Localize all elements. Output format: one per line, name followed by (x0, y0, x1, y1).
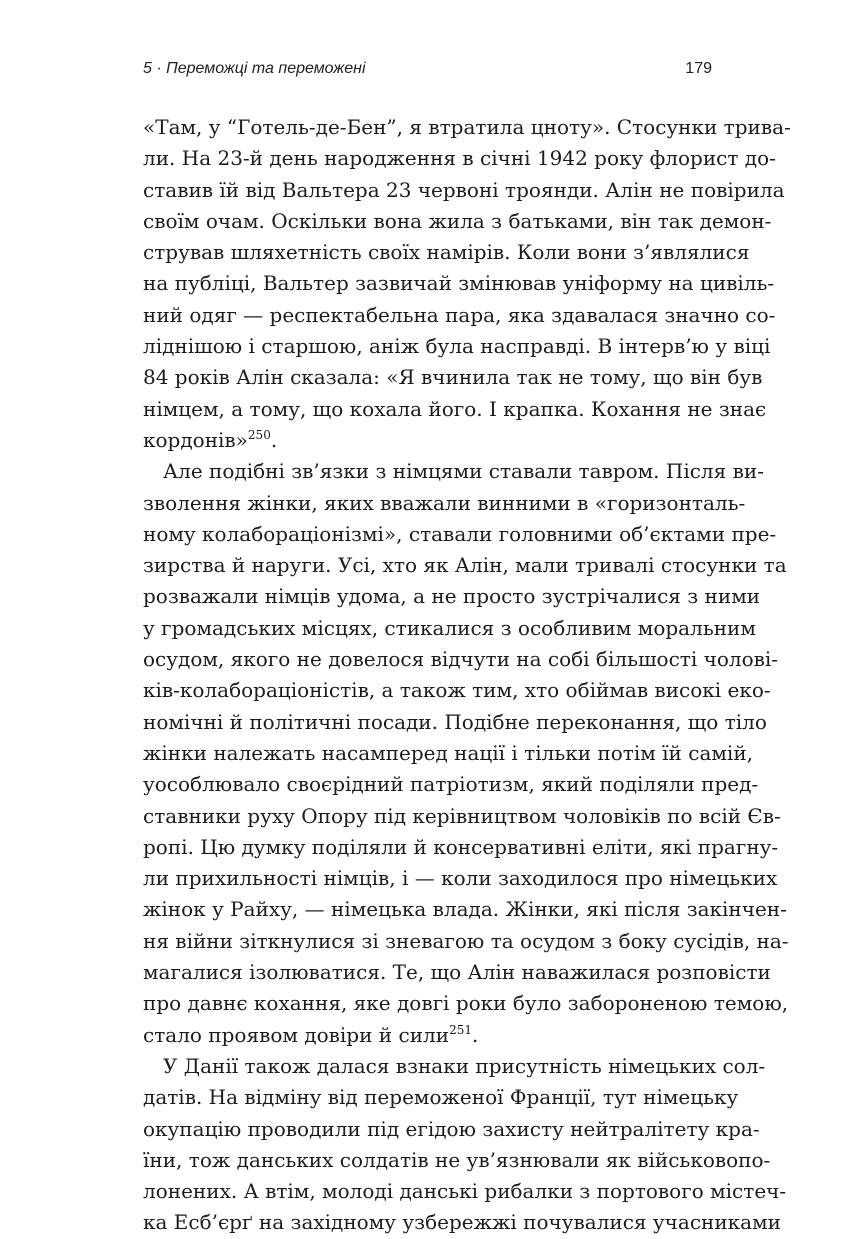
body-text (143, 112, 791, 1239)
line-text: зволення жінки, яких вважали винними в «горизонталь- (143, 490, 746, 515)
line-text: Але подібні зв’язки з німцями ставали тавром. Після ви- (163, 459, 764, 484)
text-line (143, 1082, 739, 1113)
line-text: лонених. А втім, молоді данські рибалки з портового містеч- (143, 1179, 787, 1204)
text-line (143, 1145, 771, 1176)
line-text: 84 років Алін сказала: «Я вчинила так не тому, що він був (143, 365, 763, 390)
text-line (143, 1114, 760, 1145)
text-line (143, 1207, 781, 1238)
text-line (143, 112, 791, 143)
punctuation: . (471, 1022, 479, 1047)
line-text: стало проявом довіри й сили (143, 1022, 450, 1047)
text-line (143, 362, 763, 393)
line-text: ному колабораціонізмі», ставали головними об’єктами пре- (143, 521, 777, 546)
line-text: жінки належать насамперед нації і тільки потім їй самій, (143, 740, 754, 765)
line-text: стрував шляхетність своїх намірів. Коли вони з’являлися (143, 240, 750, 265)
text-line (143, 519, 777, 550)
chapter-title: 5 · Переможці та переможені (143, 60, 366, 77)
line-text: німцем, а тому, що кохала його. І крапка. Кохання не знає (143, 396, 767, 421)
line-text: їни, тож данських солдатів не ув’язнювали як військовопо- (143, 1147, 771, 1172)
page-number: 179 (685, 60, 712, 77)
text-line (143, 1176, 787, 1207)
line-text: ли. На 23-й день народження в січні 1942 року флорист до- (143, 146, 776, 171)
line-text: ставив їй від Вальтера 23 червоні троянди. Алін не повірила (143, 177, 785, 202)
line-text: датів. На відміну від переможеної Франції, тут німецьку (143, 1085, 739, 1110)
line-text: ли прихильності німців, і — коли заходилося про німецьких (143, 866, 778, 891)
line-text: кордонів» (143, 427, 248, 452)
text-line (143, 863, 778, 894)
text-line (143, 456, 764, 487)
line-text: ліднішою і старшою, аніж була насправді. В інтерв’ю у віці (143, 334, 771, 359)
line-text: ропі. Цю думку поділяли й консервативні еліти, які прагну- (143, 834, 779, 859)
text-line (143, 237, 750, 268)
line-text: ставники руху Опору під керівництвом чоловіків по всій Єв- (143, 803, 781, 828)
line-text: ний одяг — респектабельна пара, яка здавалася значно со- (143, 302, 776, 327)
text-line (143, 988, 789, 1019)
footnote-marker[interactable]: 250 (247, 427, 271, 442)
line-text: «Там, у “Готель-де-Бен”, я втратила цноту». Стосунки трива- (143, 115, 791, 139)
line-text: розважали німців удома, а не просто зустрічалися з ними (143, 584, 761, 609)
text-line (143, 801, 781, 832)
text-line (143, 175, 785, 206)
text-line (143, 738, 754, 769)
line-text: уособлювало своєрідний патріотизм, який поділяли пред- (143, 772, 759, 797)
text-line (143, 613, 756, 644)
line-text: магалися ізолюватися. Те, що Алін наважилася розповісти (143, 960, 771, 985)
text-line (143, 550, 787, 581)
text-line (143, 1020, 712, 1051)
text-line (143, 832, 779, 863)
line-text: своїм очам. Оскільки вона жила з батьками, він так демон- (143, 208, 772, 233)
text-line (143, 957, 771, 988)
line-text: осудом, якого не довелося відчути на собі більшості чолові- (143, 647, 779, 672)
text-line (143, 300, 776, 331)
line-text: зирства й наруги. Усі, хто як Алін, мали тривалі стосунки та (143, 553, 787, 578)
text-line (143, 425, 712, 456)
line-text: про давнє кохання, яке довгі роки було забороненою темою, (143, 991, 789, 1016)
text-line (143, 707, 767, 738)
footnote-marker[interactable]: 251 (449, 1022, 472, 1037)
text-line (143, 769, 759, 800)
text-line (143, 331, 771, 362)
line-text: жінок у Райху, — німецька влада. Жінки, які після закінчен- (143, 897, 787, 922)
text-line (143, 268, 775, 299)
line-text: на публіці, Вальтер зазвичай змінював уніформу на цивіль- (143, 271, 775, 296)
text-line (143, 143, 776, 174)
running-header (143, 60, 712, 86)
text-line (143, 394, 767, 425)
line-text: окупацію проводили під егідою захисту нейтралітету кра- (143, 1116, 760, 1141)
text-line (143, 644, 779, 675)
line-text: ка Есб’єрґ на західному узбережжі почувалися учасниками (143, 1210, 781, 1235)
text-line (143, 926, 789, 957)
line-text: У Данії також далася взнаки присутність німецьких сол- (163, 1053, 766, 1078)
line-text: ків-колабораціоністів, а також тим, хто обіймав високі еко- (143, 678, 771, 703)
text-line (143, 675, 771, 706)
text-line (143, 581, 761, 612)
text-line (143, 894, 787, 925)
line-text: ня війни зіткнулися зі зневагою та осудом з боку сусідів, на- (143, 928, 789, 953)
text-line (143, 488, 746, 519)
line-text: у громадських місцях, стикалися з особливим моральним (143, 615, 756, 640)
punctuation: . (270, 427, 278, 452)
text-line (143, 206, 772, 237)
line-text: номічні й політичні посади. Подібне переконання, що тіло (143, 709, 767, 734)
text-line (143, 1051, 766, 1082)
